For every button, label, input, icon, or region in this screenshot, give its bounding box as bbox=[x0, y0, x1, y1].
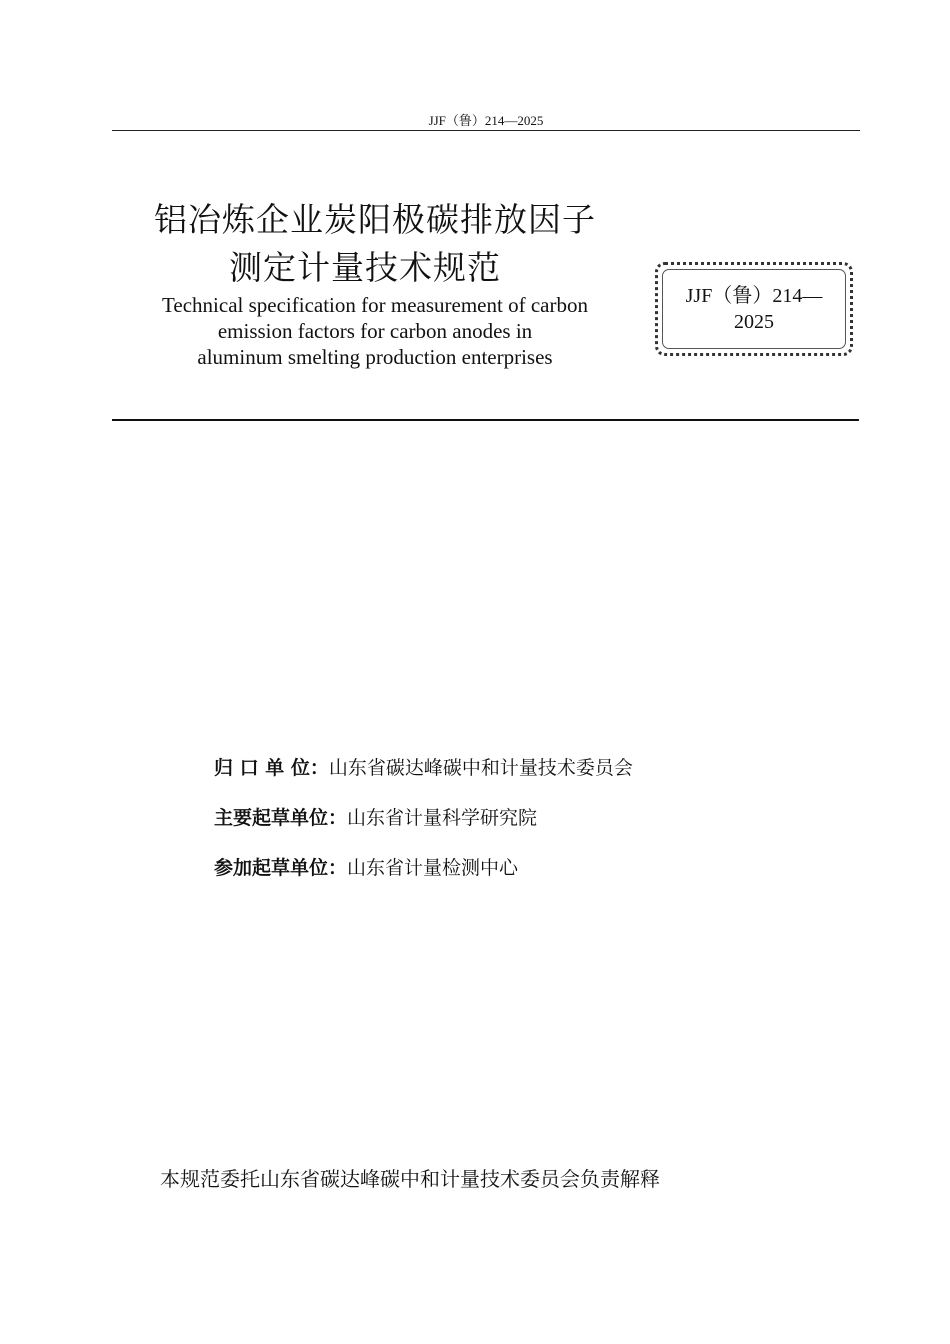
title-english-line2: emission factors for carbon anodes in bbox=[217, 319, 533, 343]
title-english bbox=[140, 292, 610, 370]
unit-label: 归 口 单 位： bbox=[214, 757, 329, 779]
header-divider bbox=[112, 130, 860, 131]
title-divider bbox=[112, 419, 859, 421]
unit-value: 山东省碳达峰碳中和计量技术委员会 bbox=[328, 757, 633, 779]
unit-row bbox=[214, 853, 633, 903]
code-box-line2: 2025 bbox=[734, 311, 774, 333]
unit-row bbox=[214, 803, 633, 853]
standard-code-box bbox=[655, 262, 853, 356]
interpretation-statement: 本规范委托山东省碳达峰碳中和计量技术委员会负责解释 bbox=[160, 1167, 660, 1191]
unit-label: 主要起草单位： bbox=[214, 807, 348, 829]
unit-value: 山东省计量检测中心 bbox=[347, 857, 519, 879]
title-chinese-line1: 铝冶炼企业炭阳极碳排放因子 bbox=[154, 200, 596, 239]
title-english-line1: Technical specification for measurement of carbon bbox=[162, 293, 588, 317]
code-box-line1: JJF（鲁）214— bbox=[685, 285, 823, 307]
responsible-units bbox=[214, 753, 633, 903]
unit-label: 参加起草单位： bbox=[214, 857, 348, 879]
running-header: JJF（鲁）214—2025 bbox=[428, 113, 544, 128]
unit-row bbox=[214, 753, 633, 803]
title-english-line3: aluminum smelting production enterprises bbox=[197, 345, 553, 369]
title-chinese bbox=[140, 196, 610, 292]
unit-value: 山东省计量科学研究院 bbox=[347, 807, 538, 829]
title-chinese-line2: 测定计量技术规范 bbox=[229, 248, 501, 287]
